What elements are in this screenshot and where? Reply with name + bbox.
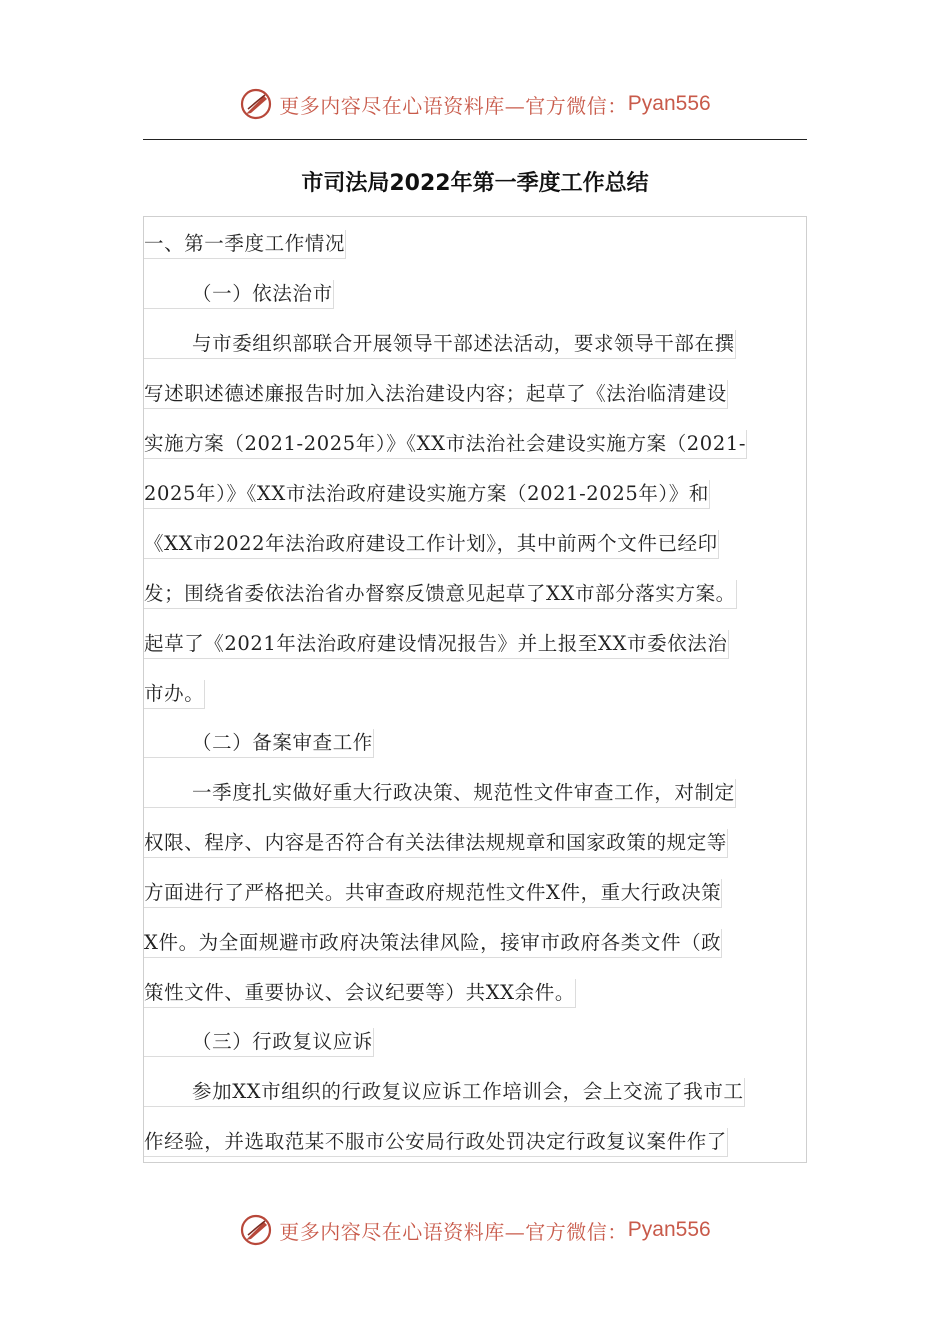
header-banner [0,84,950,124]
paragraph-line: 实施方案（2021-2025年）》《XX市法治社会建设实施方案（2021- [144,430,747,459]
paragraph-line: 参加XX市组织的行政复议应诉工作培训会，会上交流了我市工 [144,1078,745,1107]
banner-wechat-id: Pyan556 [627,92,711,115]
paragraph-line: 方面进行了严格把关。共审查政府规范性文件X件，重大行政决策 [144,879,722,908]
subsection-heading: （一）依法治市 [144,280,334,309]
paragraph-line: 权限、程序、内容是否符合有关法律法规规章和国家政策的规定等 [144,829,728,858]
section-heading: 一、第一季度工作情况 [144,230,346,259]
quill-logo-icon [239,87,273,121]
quill-logo-icon [239,1213,273,1247]
paragraph-line: 与市委组织部联合开展领导干部述法活动，要求领导干部在撰 [144,330,736,359]
banner-text: 更多内容尽在心语资料库—官方微信： [279,93,628,118]
header-divider [143,139,807,140]
paragraph-line: 写述职述德述廉报告时加入法治建设内容；起草了《法治临清建设 [144,380,728,409]
banner-text: 更多内容尽在心语资料库—官方微信： [279,1219,628,1244]
paragraph-line: 一季度扎实做好重大行政决策、规范性文件审查工作，对制定 [144,779,736,808]
paragraph-line: 《XX市2022年法治政府建设工作计划》，其中前两个文件已经印 [144,530,719,559]
paragraph-line: X件。为全面规避市政府决策法律风险，接审市政府各类文件（政 [144,929,722,958]
subsection-heading: （三）行政复议应诉 [144,1028,374,1057]
footer-banner [0,1210,950,1250]
paragraph-line: 策性文件、重要协议、会议纪要等）共XX余件。 [144,979,576,1008]
paragraph-line: 起草了《2021年法治政府建设情况报告》并上报至XX市委依法治 [144,630,729,659]
paragraph-line: 作经验，并选取范某不服市公安局行政处罚决定行政复议案件作了 [144,1128,728,1157]
paragraph-line: 2025年）》《XX市法治政府建设实施方案（2021-2025年）》和 [144,480,710,509]
document-title: 市司法局2022年第一季度工作总结 [301,171,649,196]
subsection-heading: （二）备案审查工作 [144,729,374,758]
paragraph-line: 发；围绕省委依法治省办督察反馈意见起草了XX市部分落实方案。 [144,580,737,609]
paragraph-line: 市办。 [144,680,205,709]
banner-wechat-id: Pyan556 [627,1218,711,1241]
